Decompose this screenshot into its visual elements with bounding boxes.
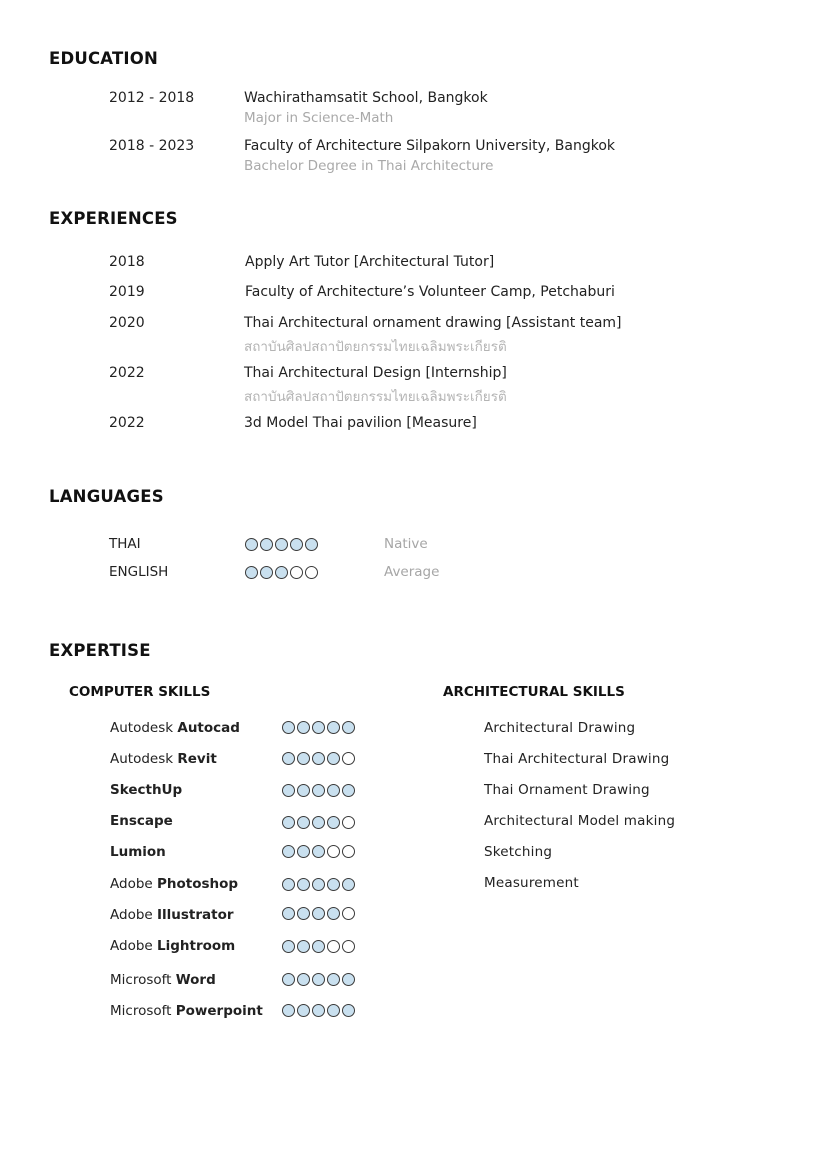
skill-rating bbox=[282, 1004, 355, 1017]
experience-year: 2022 bbox=[109, 415, 145, 431]
skill-name: Lightroom bbox=[157, 938, 236, 954]
language-rating bbox=[245, 538, 318, 551]
skill-name: Powerpoint bbox=[175, 1003, 263, 1019]
rating-dot-filled bbox=[297, 940, 310, 953]
rating-dot-filled bbox=[342, 721, 355, 734]
expertise-heading: EXPERTISE bbox=[49, 641, 151, 660]
rating-dot-filled bbox=[282, 1004, 295, 1017]
skill-vendor: Adobe bbox=[110, 907, 157, 923]
rating-dot-filled bbox=[282, 878, 295, 891]
education-place: Faculty of Architecture Silpakorn University, Bangkok bbox=[244, 138, 616, 154]
computer-skill bbox=[110, 813, 173, 829]
experience-text: Thai Architectural ornament drawing [Assistant team] bbox=[244, 315, 622, 331]
rating-dot-filled bbox=[297, 752, 310, 765]
rating-dot-filled bbox=[297, 816, 310, 829]
rating-dot-empty bbox=[327, 940, 340, 953]
rating-dot-filled bbox=[312, 878, 325, 891]
experience-year: 2018 bbox=[109, 254, 145, 270]
rating-dot-filled bbox=[282, 752, 295, 765]
language-name: ENGLISH bbox=[109, 564, 169, 580]
education-detail: Bachelor Degree in Thai Architecture bbox=[244, 158, 494, 174]
skill-rating bbox=[282, 878, 355, 891]
experience-year: 2022 bbox=[109, 365, 145, 381]
rating-dot-filled bbox=[312, 816, 325, 829]
experience-detail: สถาบันศิลปสถาปัตยกรรมไทยเฉลิมพระเกียรติ bbox=[244, 389, 507, 405]
skill-name: Revit bbox=[177, 751, 217, 767]
rating-dot-filled bbox=[327, 784, 340, 797]
experience-detail: สถาบันศิลปสถาปัตยกรรมไทยเฉลิมพระเกียรติ bbox=[244, 339, 507, 355]
skill-rating bbox=[282, 721, 355, 734]
computer-skill bbox=[110, 720, 240, 736]
skill-vendor: Adobe bbox=[110, 938, 157, 954]
rating-dot-filled bbox=[297, 878, 310, 891]
skill-name: Photoshop bbox=[157, 876, 239, 892]
rating-dot-filled bbox=[312, 907, 325, 920]
education-place: Wachirathamsatit School, Bangkok bbox=[244, 90, 488, 106]
rating-dot-filled bbox=[245, 566, 258, 579]
architectural-skill: Thai Ornament Drawing bbox=[484, 782, 650, 798]
rating-dot-empty bbox=[290, 566, 303, 579]
skill-rating bbox=[282, 752, 355, 765]
rating-dot-filled bbox=[297, 973, 310, 986]
architectural-skill: Thai Architectural Drawing bbox=[484, 751, 670, 767]
rating-dot-filled bbox=[342, 973, 355, 986]
rating-dot-filled bbox=[342, 784, 355, 797]
rating-dot-filled bbox=[327, 816, 340, 829]
rating-dot-empty bbox=[342, 845, 355, 858]
experience-entry bbox=[244, 315, 622, 357]
experience-text: 3d Model Thai pavilion [Measure] bbox=[244, 415, 477, 431]
education-entry bbox=[244, 90, 488, 126]
skill-name: Lumion bbox=[110, 844, 166, 860]
skill-rating bbox=[282, 816, 355, 829]
rating-dot-empty bbox=[342, 752, 355, 765]
education-years: 2012 - 2018 bbox=[109, 90, 195, 106]
computer-skill bbox=[110, 907, 234, 923]
skill-vendor: Adobe bbox=[110, 876, 157, 892]
computer-skill bbox=[110, 751, 217, 767]
experience-year: 2020 bbox=[109, 315, 145, 331]
skill-vendor: Autodesk bbox=[110, 720, 178, 736]
rating-dot-filled bbox=[282, 816, 295, 829]
skill-name: Enscape bbox=[110, 813, 173, 829]
computer-skill bbox=[110, 844, 166, 860]
rating-dot-filled bbox=[282, 940, 295, 953]
skill-rating bbox=[282, 940, 355, 953]
computer-skills-heading: COMPUTER SKILLS bbox=[69, 684, 211, 700]
rating-dot-filled bbox=[275, 538, 288, 551]
rating-dot-filled bbox=[312, 1004, 325, 1017]
rating-dot-filled bbox=[327, 752, 340, 765]
rating-dot-filled bbox=[312, 973, 325, 986]
rating-dot-filled bbox=[297, 907, 310, 920]
experience-entry bbox=[244, 365, 507, 407]
skill-rating bbox=[282, 973, 355, 986]
education-detail: Major in Science-Math bbox=[244, 110, 394, 126]
rating-dot-filled bbox=[297, 721, 310, 734]
rating-dot-filled bbox=[312, 784, 325, 797]
rating-dot-filled bbox=[260, 538, 273, 551]
experience-text: Apply Art Tutor [Architectural Tutor] bbox=[245, 254, 495, 270]
computer-skill bbox=[110, 938, 235, 954]
rating-dot-filled bbox=[282, 973, 295, 986]
rating-dot-filled bbox=[275, 566, 288, 579]
rating-dot-filled bbox=[260, 566, 273, 579]
rating-dot-filled bbox=[327, 878, 340, 891]
experiences-heading: EXPERIENCES bbox=[49, 209, 178, 228]
rating-dot-filled bbox=[297, 1004, 310, 1017]
rating-dot-filled bbox=[327, 721, 340, 734]
rating-dot-empty bbox=[305, 566, 318, 579]
rating-dot-filled bbox=[312, 940, 325, 953]
architectural-skills-heading: ARCHITECTURAL SKILLS bbox=[443, 684, 625, 700]
skill-vendor: Microsoft bbox=[110, 972, 176, 988]
architectural-skill: Architectural Drawing bbox=[484, 720, 636, 736]
language-name: THAI bbox=[109, 536, 141, 552]
education-years: 2018 - 2023 bbox=[109, 138, 195, 154]
rating-dot-filled bbox=[245, 538, 258, 551]
skill-vendor: Microsoft bbox=[110, 1003, 176, 1019]
computer-skill bbox=[110, 972, 216, 988]
skill-name: Illustrator bbox=[157, 907, 234, 923]
rating-dot-filled bbox=[282, 845, 295, 858]
skill-rating bbox=[282, 907, 355, 920]
rating-dot-filled bbox=[297, 845, 310, 858]
language-rating bbox=[245, 566, 318, 579]
rating-dot-filled bbox=[342, 1004, 355, 1017]
rating-dot-filled bbox=[342, 878, 355, 891]
rating-dot-empty bbox=[342, 816, 355, 829]
rating-dot-filled bbox=[327, 907, 340, 920]
language-level: Average bbox=[384, 564, 440, 580]
skill-vendor: Autodesk bbox=[110, 751, 178, 767]
architectural-skill: Sketching bbox=[484, 844, 553, 860]
rating-dot-filled bbox=[282, 907, 295, 920]
rating-dot-empty bbox=[342, 940, 355, 953]
rating-dot-filled bbox=[305, 538, 318, 551]
skill-name: SkecthUp bbox=[110, 782, 183, 798]
computer-skill bbox=[110, 876, 238, 892]
rating-dot-filled bbox=[327, 1004, 340, 1017]
rating-dot-filled bbox=[282, 721, 295, 734]
rating-dot-filled bbox=[312, 752, 325, 765]
experience-year: 2019 bbox=[109, 284, 145, 300]
rating-dot-empty bbox=[342, 907, 355, 920]
skill-rating bbox=[282, 845, 355, 858]
language-level: Native bbox=[384, 536, 428, 552]
rating-dot-filled bbox=[312, 845, 325, 858]
experience-text: Thai Architectural Design [Internship] bbox=[244, 365, 507, 381]
computer-skill bbox=[110, 782, 182, 798]
rating-dot-filled bbox=[312, 721, 325, 734]
skill-rating bbox=[282, 784, 355, 797]
education-heading: EDUCATION bbox=[49, 49, 158, 68]
skill-name: Word bbox=[175, 972, 216, 988]
education-entry bbox=[244, 138, 615, 174]
languages-heading: LANGUAGES bbox=[49, 487, 164, 506]
rating-dot-filled bbox=[327, 973, 340, 986]
architectural-skill: Measurement bbox=[484, 875, 579, 891]
skill-name: Autocad bbox=[177, 720, 240, 736]
rating-dot-filled bbox=[290, 538, 303, 551]
architectural-skill: Architectural Model making bbox=[484, 813, 676, 829]
rating-dot-filled bbox=[282, 784, 295, 797]
computer-skill bbox=[110, 1003, 263, 1019]
rating-dot-filled bbox=[297, 784, 310, 797]
rating-dot-empty bbox=[327, 845, 340, 858]
experience-text: Faculty of Architecture’s Volunteer Camp, Petchaburi bbox=[245, 284, 615, 300]
